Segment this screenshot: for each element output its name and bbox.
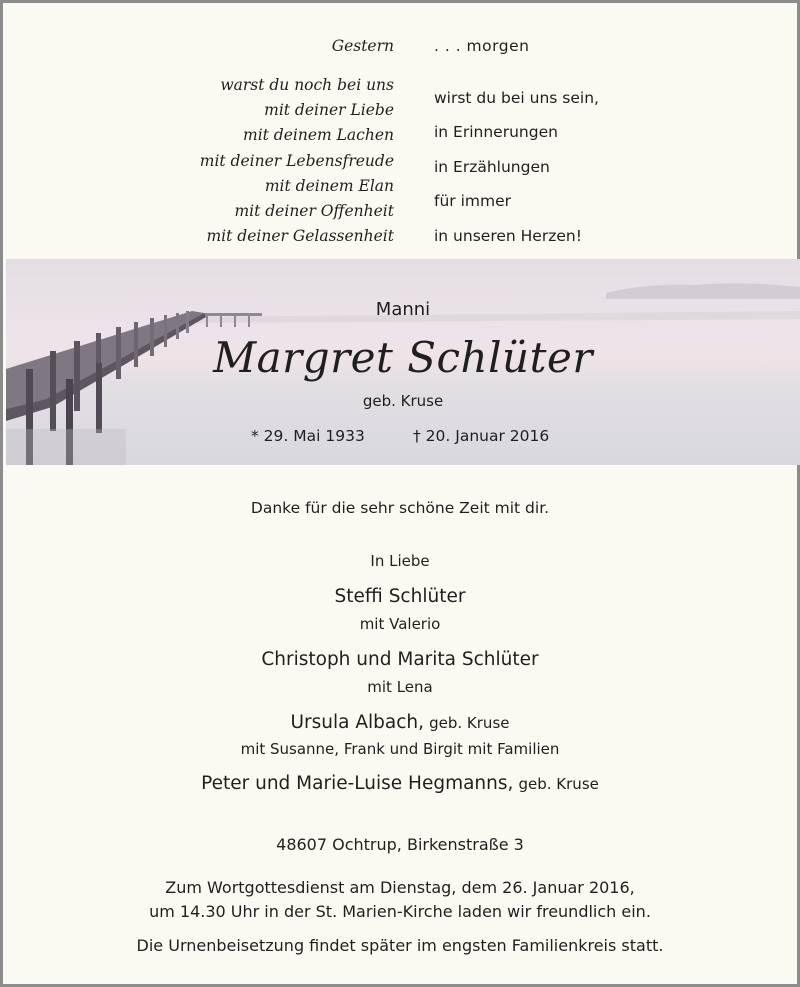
mourner-line: [3, 712, 797, 733]
mourner-sub: mit Valerio: [359, 615, 441, 633]
poem-left-line: mit deiner Offenheit: [234, 202, 394, 221]
mourner-name: Christoph und Marita Schlüter: [261, 649, 539, 670]
poem-right-line: für immer: [434, 192, 511, 211]
in-love-line: In Liebe: [370, 552, 430, 570]
poem-right-line: wirst du bei uns sein,: [434, 89, 599, 107]
poem-left-heading: Gestern: [331, 37, 394, 55]
service-line-2: um 14.30 Uhr in der St. Marien-Kirche laden wir freundlich ein.: [149, 902, 651, 921]
mourner-nee: geb. Kruse: [518, 775, 599, 793]
poem-right-line: in Erinnerungen: [434, 123, 558, 142]
poem-left-line: mit deinem Lachen: [243, 126, 394, 145]
mourner-name: Steffi Schlüter: [334, 586, 466, 607]
poem-left-line: mit deiner Lebensfreude: [199, 151, 394, 170]
poem-right-heading: . . . morgen: [434, 37, 530, 55]
poem-left-line: warst du noch bei uns: [220, 76, 394, 94]
nickname: Manni: [375, 299, 431, 320]
address: 48607 Ochtrup, Birkenstraße 3: [276, 835, 524, 854]
poem-right-line: in Erzählungen: [434, 157, 550, 176]
thanks-line: Danke für die sehr schöne Zeit mit dir.: [250, 499, 550, 517]
birth-name: geb. Kruse: [362, 392, 444, 410]
jetty-banner: [6, 259, 800, 465]
birth-date: * 29. Mai 1933: [251, 427, 365, 445]
burial-note: Die Urnenbeisetzung findet später im engsten Familienkreis statt.: [136, 936, 664, 955]
mourner-nee: geb. Kruse: [429, 714, 510, 732]
poem-right-column: [434, 81, 599, 253]
deceased-name: Margret Schlüter: [213, 333, 593, 382]
poem-left-line: mit deinem Elan: [264, 176, 394, 195]
poem-left-line: mit deiner Liebe: [264, 101, 394, 120]
service-line-1: Zum Wortgottesdienst am Dienstag, dem 26. Januar 2016,: [165, 878, 635, 897]
mourner-name: Peter und Marie-Luise Hegmanns,: [201, 773, 514, 794]
mourner-name: Ursula Albach,: [290, 712, 425, 733]
death-date: † 20. Januar 2016: [413, 427, 550, 445]
mourner-line: [3, 773, 797, 794]
poem-left-line: mit deiner Gelassenheit: [206, 227, 394, 246]
poem-left-column: [200, 73, 394, 249]
mourner-sub: mit Lena: [367, 678, 433, 696]
mourner-sub: mit Susanne, Frank und Birgit mit Familien: [240, 740, 560, 758]
poem-right-line: in unseren Herzen!: [434, 226, 582, 245]
